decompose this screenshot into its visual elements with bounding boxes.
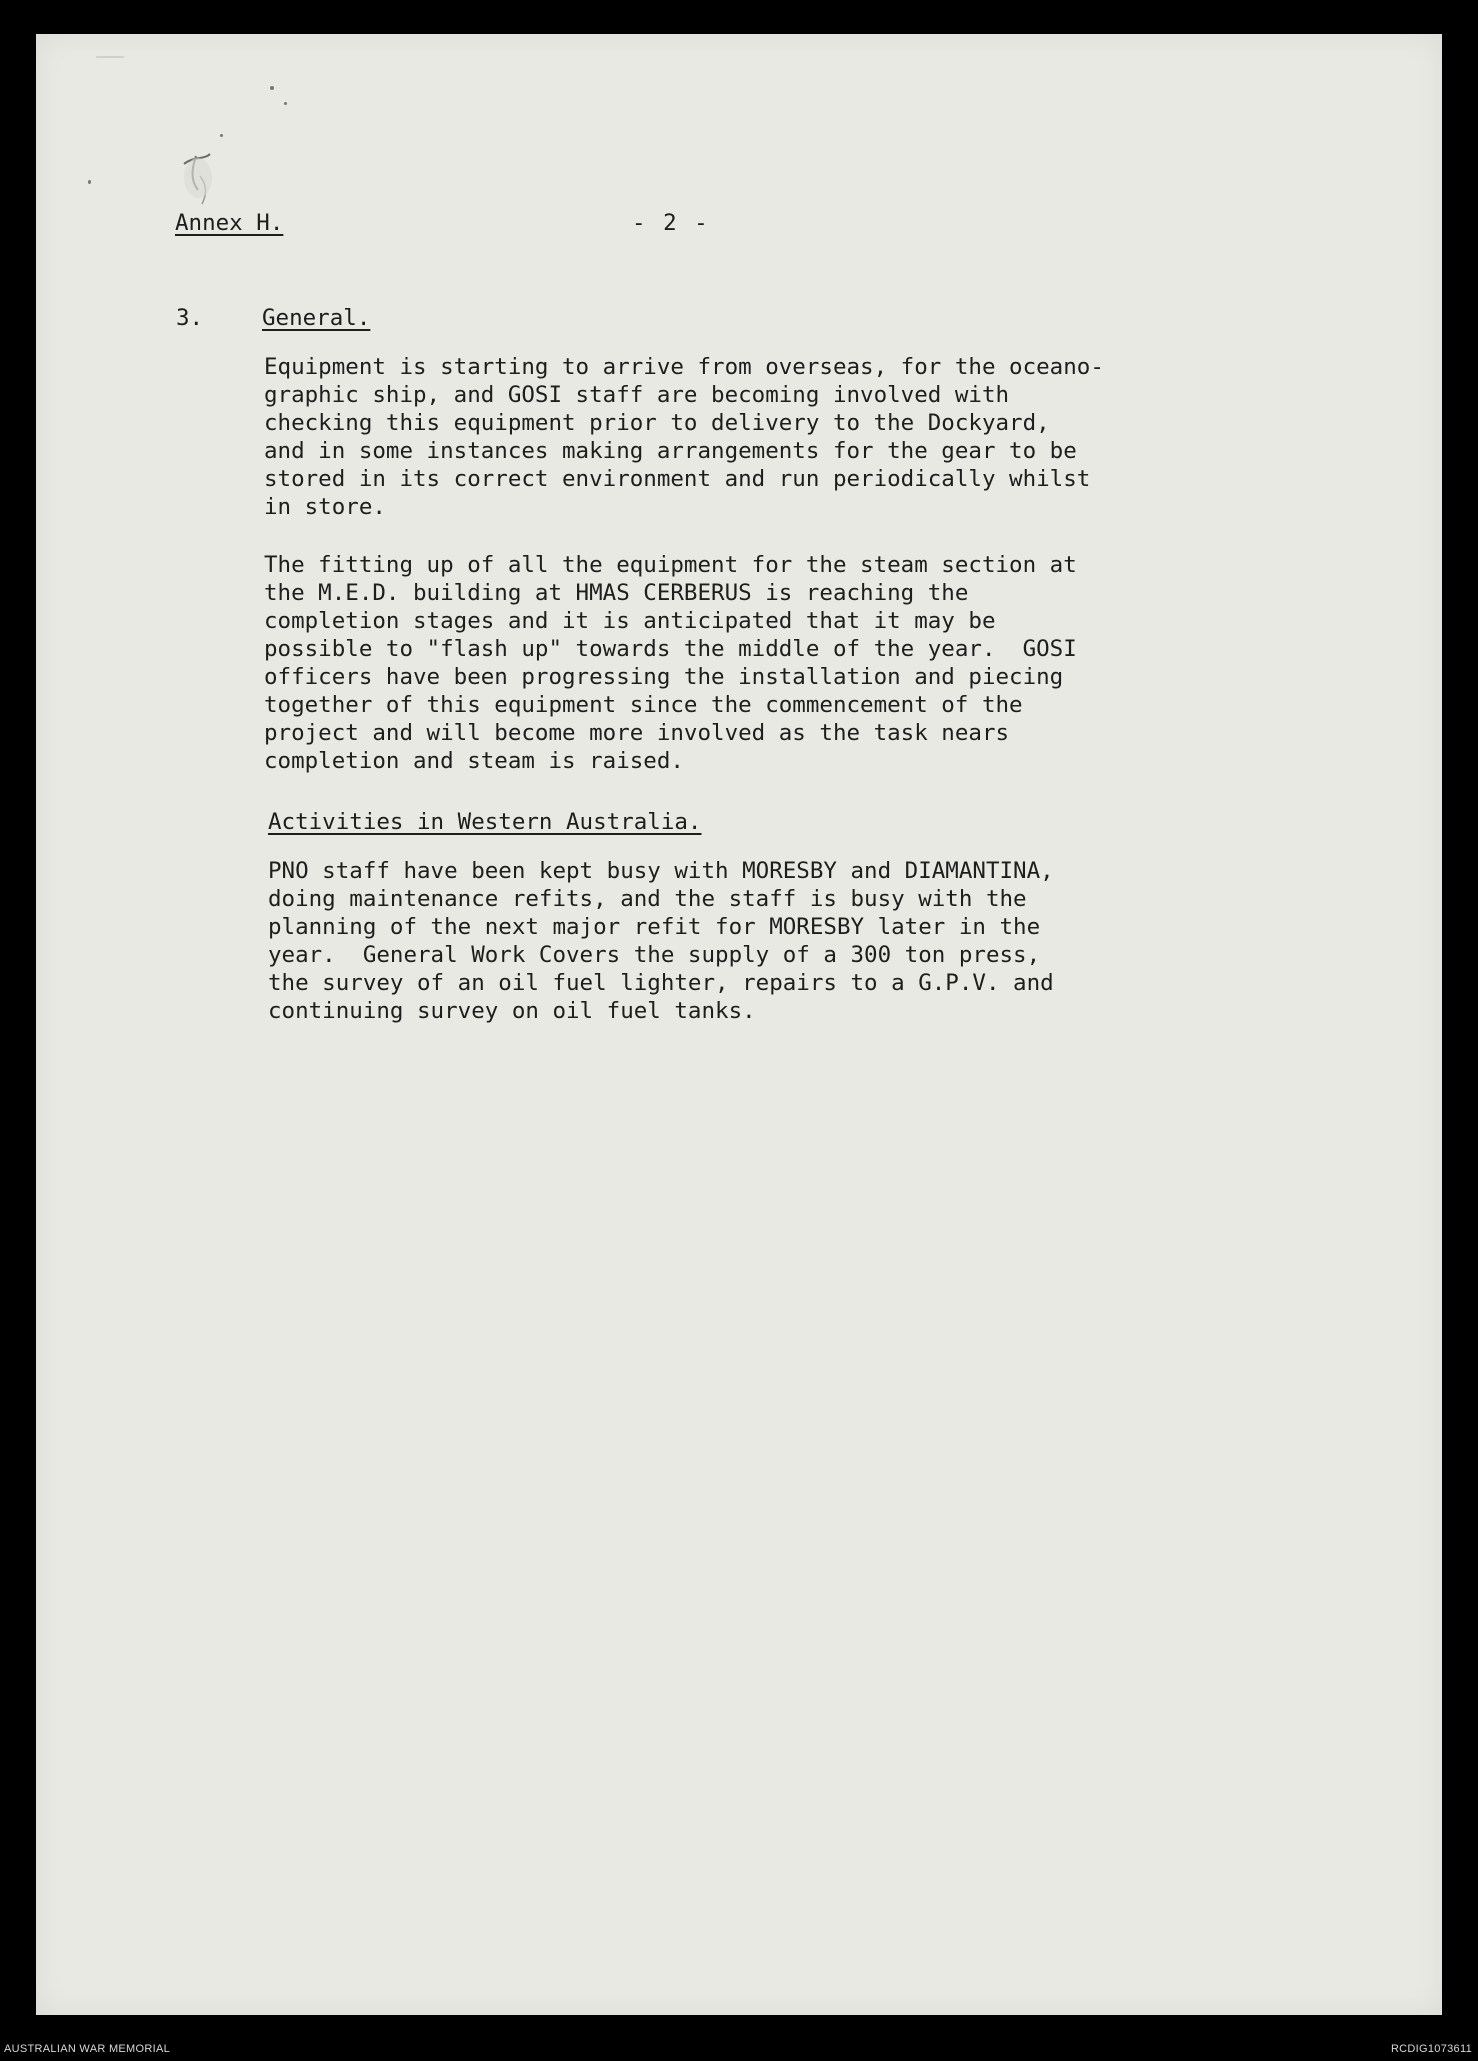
section-heading-western-australia: Activities in Western Australia. [268, 809, 702, 835]
document-body [36, 34, 1442, 2015]
paragraph-steam-section: The fitting up of all the equipment for the steam section at the M.E.D. building at HMAS CERBERUS is reaching the completion stages and it is anticipated that it may be possible to "flash up" towards the middle of the year. GOSI officers have been progressing the installation and piecing together of this equipment since the commencement of the project and will become more involved as the task nears completion and steam is raised. [264, 552, 1077, 774]
paragraph-equipment: Equipment is starting to arrive from overseas, for the oceano- graphic ship, and GOSI staff are becoming involved with checking this equipment prior to delivery to the Dockyard, and in some instances making arrangements for the gear to be stored in its correct environment and run periodically whilst in store. [264, 354, 1104, 520]
paragraph-western-australia: PNO staff have been kept busy with MORESBY and DIAMANTINA, doing maintenance refits, and the staff is busy with the planning of the next major refit for MORESBY later in the year. General Work Covers the supply of a 300 ton press, the survey of an oil fuel lighter, repairs to a G.P.V. and continuing survey on oil fuel tanks. [268, 858, 1054, 1024]
document-page [36, 34, 1442, 2015]
footer-record-id: RCDIG1073611 [1390, 2043, 1472, 2055]
annex-label: Annex H. [175, 210, 284, 236]
page-number: - 2 - [632, 210, 710, 236]
footer-source: AUSTRALIAN WAR MEMORIAL [4, 2043, 171, 2055]
section-title: General. [262, 305, 371, 331]
section-number: 3. [176, 305, 204, 331]
